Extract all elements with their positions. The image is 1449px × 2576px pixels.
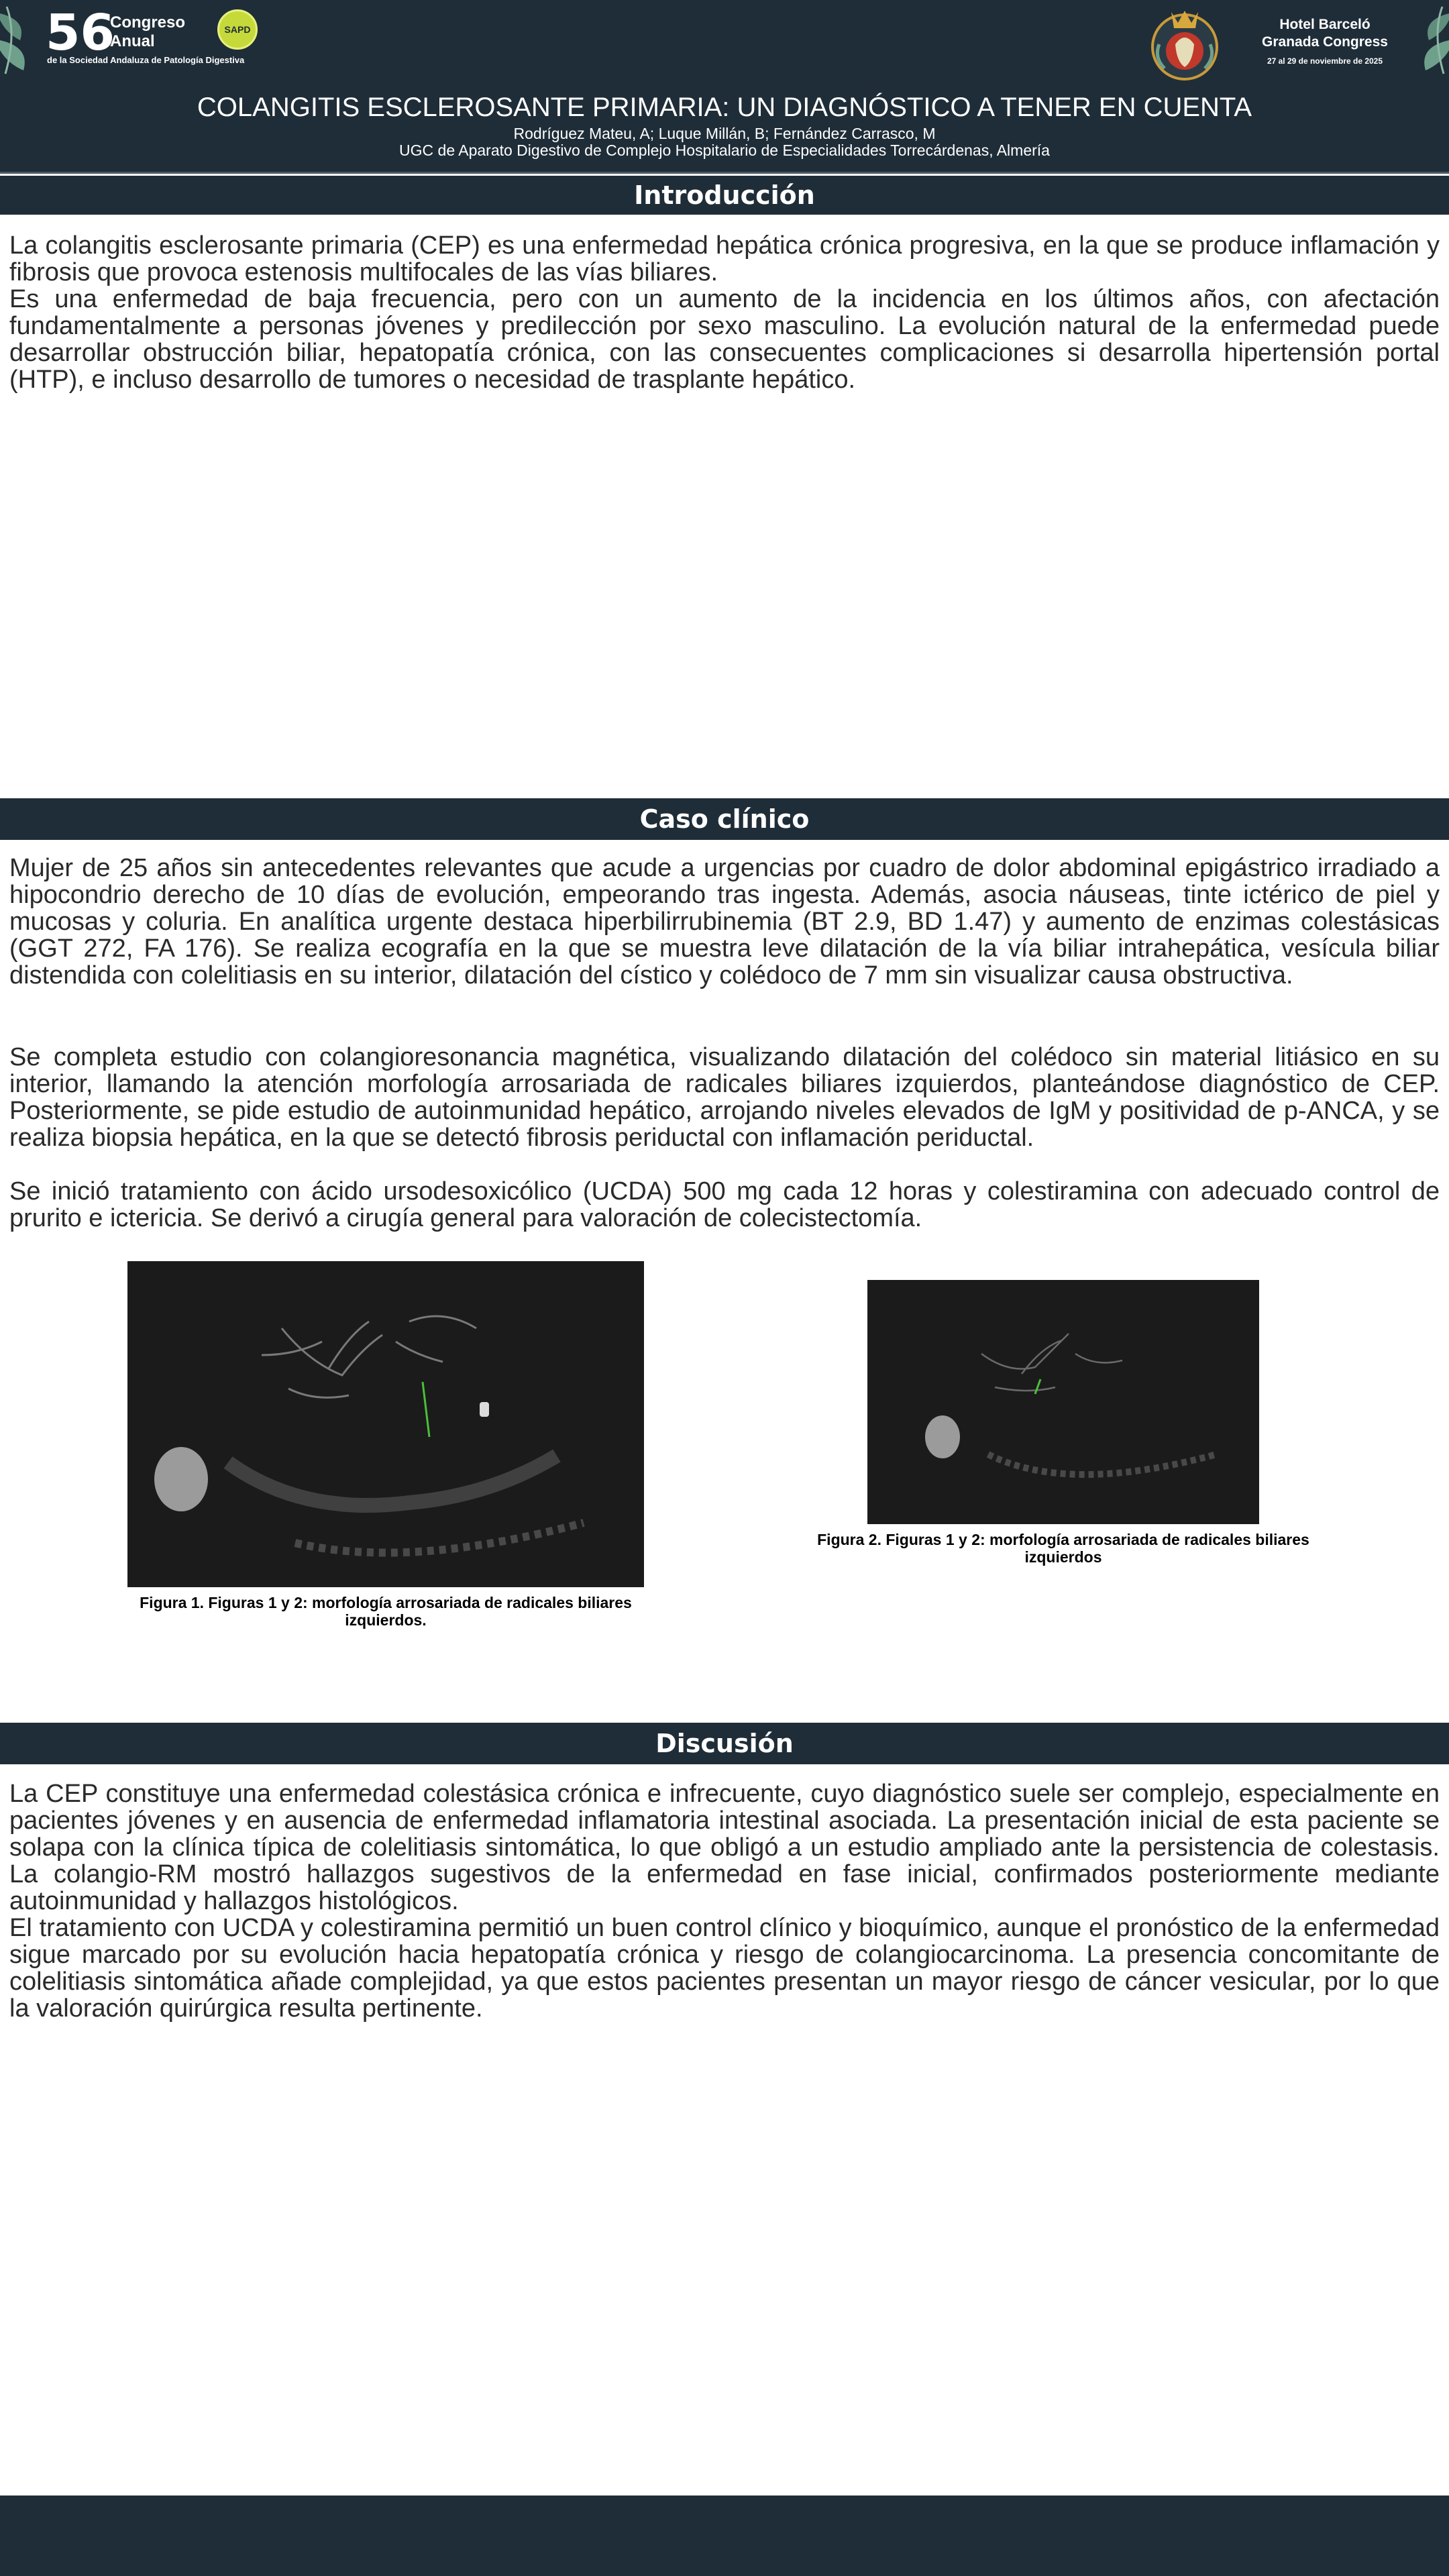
- figure-2-mri: [867, 1280, 1259, 1524]
- section-heading-discusion: Discusión: [655, 1729, 794, 1758]
- section-bar-caso-clinico: [0, 798, 1449, 840]
- granada-emblem-icon: [1144, 4, 1225, 85]
- poster-footer: [0, 2496, 1449, 2576]
- intro-paragraph-1: La colangitis esclerosante primaria (CEP) es una enfermedad hepática crónica progresiva, en la que se produce inflamación y fibrosis que provoca estenosis multifocales de las vías biliares.: [9, 231, 1440, 286]
- figure-1-mri: [127, 1261, 644, 1587]
- venue-info: [1234, 16, 1415, 66]
- discussion-paragraph-1: La CEP constituye una enfermedad colestásica crónica e infrecuente, cuyo diagnóstico suele ser complejo, especialmente en pacientes jóvenes y en ausencia de enfermedad inflamatoria intestinal asociada. La presentación inicial de esta paciente se solapa con la clínica típica de colelitiasis sintomática, lo que obligó a un estudio ampliado ante la persistencia de colestasis. La colangio-RM mostró hallazgos sugestivos de la enfermedad en fase inicial, confirmados posteriormente mediante autoinmunidad y hallazgos histológicos.: [9, 1780, 1440, 1915]
- society-name: de la Sociedad Andaluza de Patología Digestiva: [47, 55, 245, 65]
- venue-line-1: Hotel Barceló: [1279, 17, 1371, 32]
- case-paragraph-3: Se inició tratamiento con ácido ursodesoxicólico (UCDA) 500 mg cada 12 horas y colestiramina con adecuado control de prurito e ictericia. Se derivó a cirugía general para valoración de colecistectomía.: [9, 1177, 1440, 1232]
- section-bar-discusion: [0, 1723, 1449, 1764]
- congress-label-line-1: Congreso: [110, 13, 186, 32]
- section-heading-introduccion: Introducción: [634, 180, 815, 210]
- affiliation: UGC de Aparato Digestivo de Complejo Hospitalario de Especialidades Torrecárdenas, Almería: [399, 142, 1050, 159]
- venue-line-2: Granada Congress: [1262, 34, 1388, 50]
- poster-header: [0, 0, 1449, 172]
- case-paragraph-1: Mujer de 25 años sin antecedentes relevantes que acude a urgencias por cuadro de dolor abdominal epigástrico irradiado a hipocondrio derecho de 10 días de evolución, empeorando tras ingesta. Además, asocia náuseas, tinte ictérico de piel y mucosas y coluria. En analítica urgente destaca hiperbilirrubinemia (BT 2.9, BD 1.47) y aumento de enzimas colestásicas (GGT 272, FA 176). Se realiza ecografía en la que se muestra leve dilatación de la vía biliar intrahepática, vesícula biliar distendida con colelitiasis en su interior, dilatación del cístico y colédoco de 7 mm sin visualizar causa obstructiva.: [9, 854, 1440, 989]
- discussion-paragraph-2: El tratamiento con UCDA y colestiramina permitió un buen control clínico y bioquímico, aunque el pronóstico de la enfermedad sigue marcado por su evolución hacia hepatopatía crónica y riesgo de colangiocarcinoma. La presencia concomitante de colelitiasis sintomática añade complejidad, ya que estos pacientes presentan un mayor riesgo de cáncer vesicular, por lo que la valoración quirúrgica resulta pertinente.: [9, 1914, 1440, 2023]
- leaf-decoration-left-icon: [0, 0, 40, 80]
- congress-label-line-2: Anual: [110, 32, 155, 50]
- poster-title: COLANGITIS ESCLEROSANTE PRIMARIA: UN DIAGNÓSTICO A TENER EN CUENTA: [197, 93, 1252, 122]
- section-bar-introduccion: [0, 176, 1449, 215]
- header-divider: [0, 172, 1449, 174]
- case-paragraph-2: Se completa estudio con colangioresonancia magnética, visualizando dilatación del colédoco sin material litiásico en su interior, llamando la atención morfología arrosariada de radicales biliares izquierdos, planteándose diagnóstico de CEP. Posteriormente, se pide estudio de autoinmunidad hepático, arrojando niveles elevados de IgM y positividad de p-ANCA, y se realiza biopsia hepática, en la que se detectó fibrosis periductal con inflamación periductal.: [9, 1043, 1440, 1152]
- sapd-logo-text: SAPD: [224, 24, 251, 35]
- congress-dates: 27 al 29 de noviembre de 2025: [1267, 56, 1383, 66]
- congress-number: 56: [46, 4, 115, 62]
- authors: Rodríguez Mateu, A; Luque Millán, B; Fernández Carrasco, M: [513, 125, 936, 142]
- section-heading-caso-clinico: Caso clínico: [639, 804, 810, 834]
- figure-2-caption: Figura 2. Figuras 1 y 2: morfología arrosariada de radicales biliares izquierdos: [817, 1531, 1309, 1566]
- figure-1-image-icon: [127, 1261, 644, 1587]
- intro-paragraph-2: Es una enfermedad de baja frecuencia, pero con un aumento de la incidencia en los últimos años, con afectación fundamentalmente a personas jóvenes y predilección por sexo masculino. La evolución natural de la enfermedad puede desarrollar obstrucción biliar, hepatopatía crónica, con las consecuentes complicaciones si desarrolla hipertensión portal (HTP), e incluso desarrollo de tumores o necesidad de trasplante hepático.: [9, 285, 1440, 394]
- figure-1-caption: Figura 1. Figuras 1 y 2: morfología arrosariada de radicales biliares izquierdos.: [140, 1594, 632, 1629]
- congress-label: [110, 13, 185, 51]
- figure-2-image-icon: [867, 1280, 1259, 1524]
- sapd-logo: [217, 9, 258, 50]
